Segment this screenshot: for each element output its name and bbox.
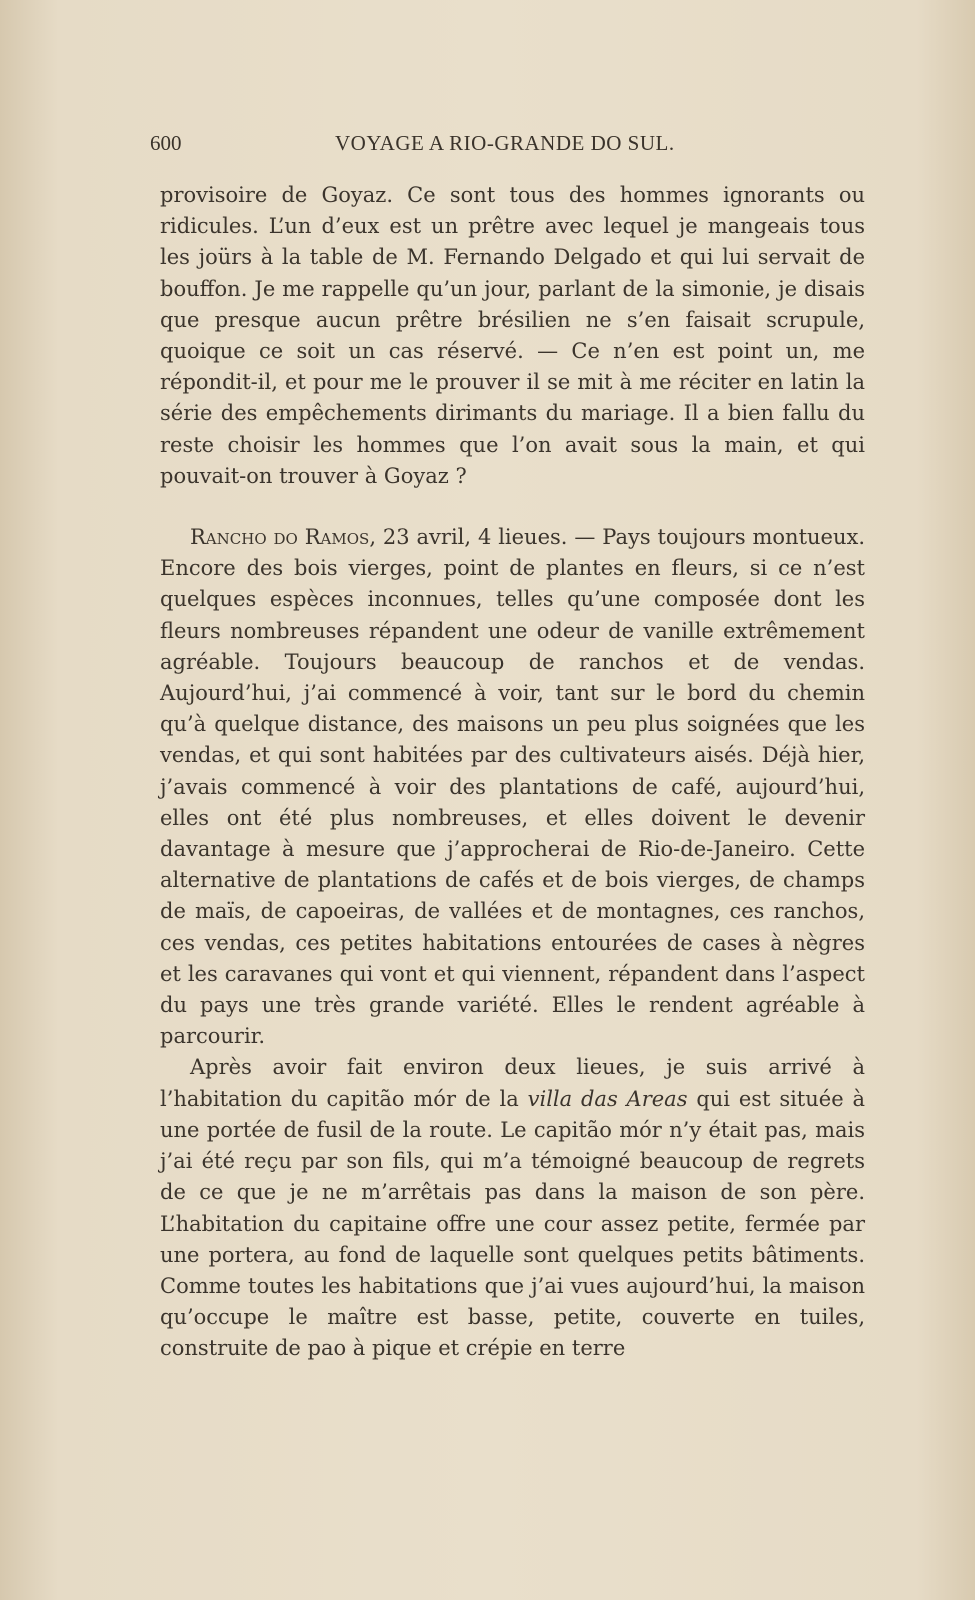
running-head: VOYAGE A RIO-GRANDE DO SUL. — [335, 131, 675, 155]
paragraph-capitao-mor-text-a: Après avoir fait environ deux lieues, je suis arrivé à l’habitation du capitão mór de la — [160, 1055, 865, 1111]
paragraph-goyaz: provisoire de Goyaz. Ce sont tous des hommes ignorants ou ridicules. L’un d’eux est un prêtre avec lequel je mangeais tous les joürs à la table de M. Fernando Delgado et qui lui servait de bouffon. Je me rappelle qu’un jour, parlant de la simonie, je disais que presque aucun prêtre brésilien ne s’en faisait scrupule, quoique ce soit un cas réservé. — Ce n’en est point un, me répondit-il, et pour me le prouver il se mit à me réciter en latin la série des empêchements dirimants du mariage. Il a bien fallu du reste choisir les hommes que l’on avait sous la main, et qui pouvait-on trouver à Goyaz ? — [160, 183, 865, 488]
page-number: 600 — [150, 131, 182, 155]
page-header — [150, 131, 870, 163]
paragraph-gap — [160, 492, 865, 522]
paragraph-capitao-mor — [160, 1052, 865, 1364]
villa-das-areas: villa das Areas — [527, 1086, 688, 1111]
paragraph-rancho-do-ramos — [160, 522, 865, 1052]
place-heading: Rancho do Ramos — [190, 525, 370, 550]
body-text — [160, 180, 865, 1365]
paragraph-rancho-do-ramos-text: , 23 avril, 4 lieues. — Pays toujours montueux. Encore des bois vierges, point de plantes en fleurs, si ce n’est quelques espèces inconnues, telles qu’une composée dont les fleurs nombreuses répandent une odeur de vanille extrêmement agréable. Toujours beaucoup de ranchos et de vendas. Aujourd’hui, j’ai commencé à voir, tant sur le bord du chemin qu’à quelque distance, des maisons un peu plus soignées que les vendas, et qui sont habitées par des cultivateurs aisés. Déjà hier, j’avais commencé à voir des plantations de café, aujourd’hui, elles ont été plus nombreuses, et elles doivent le devenir davantage à mesure que j’approcherai de Rio-de-Janeiro. Cette alternative de plantations de cafés et de bois vierges, de champs de maïs, de capoeiras, de vallées et de montagnes, ces ranchos, ces vendas, ces petites habitations entourées de cases à nègres et les caravanes qui vont et qui viennent, répandent dans l’aspect du pays une très grande variété. Elles le rendent agréable à parcourir. — [160, 525, 866, 1049]
paragraph-capitao-mor-text-b: qui est située à une portée de fusil de la route. Le capitão mór n’y était pas, mais j’ai été reçu par son fils, qui m’a témoigné beaucoup de regrets de ce que je ne m’arrêtais pas dans la maison de son père. L’habitation du capitaine offre une cour assez petite, fermée par une portera, au fond de laquelle sont quelques petits bâtiments. Comme toutes les habitations que j’ai vues aujourd’hui, la maison qu’occupe le maître est basse, petite, couverte en tuiles, construite de pao à pique et crépie en terre — [160, 1086, 865, 1361]
